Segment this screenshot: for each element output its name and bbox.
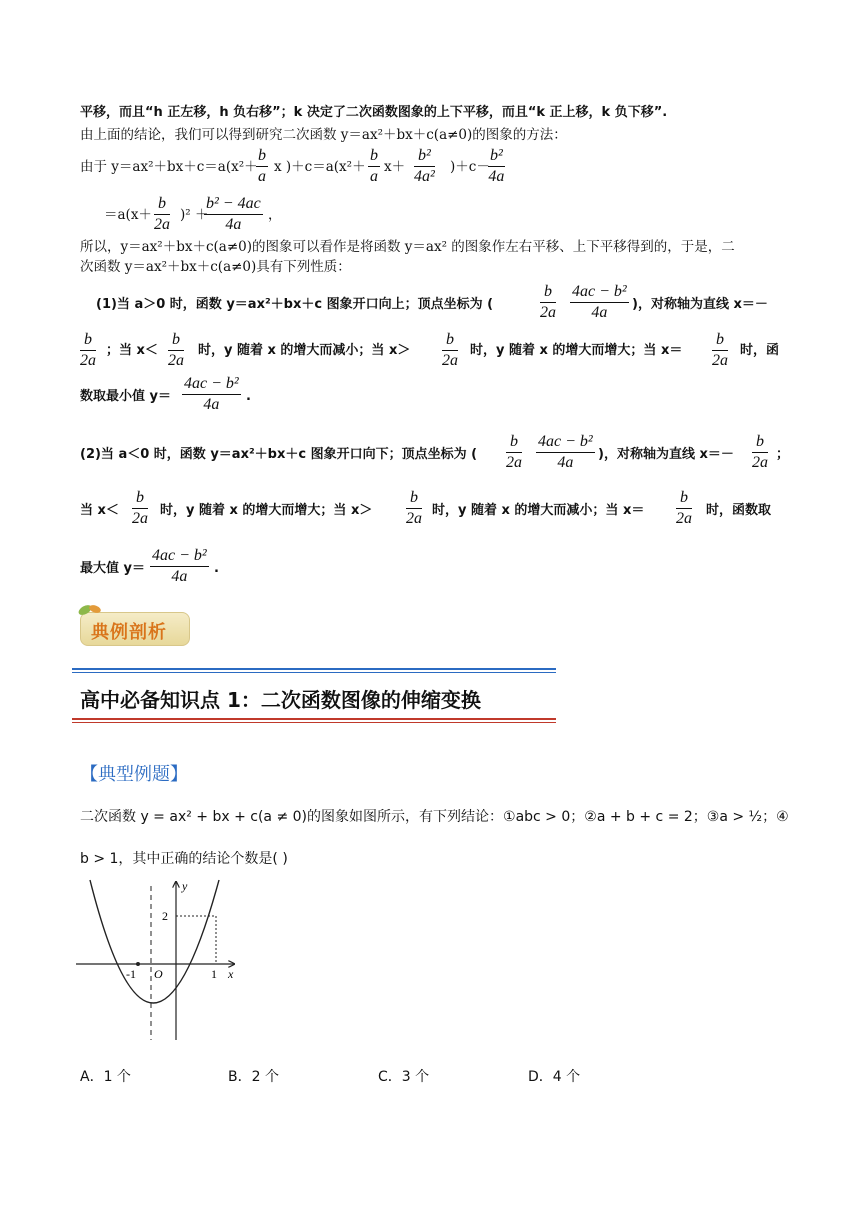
intro-line-2: 由上面的结论，我们可以得到研究二次函数 y＝ax²＋bx＋c(a≠0)的图象的方法： xyxy=(80,127,567,143)
heading-rule-bottom xyxy=(72,718,556,720)
fraction-p2-x-eq: $\frac{b}{2a}$ xyxy=(676,489,692,527)
example-badge xyxy=(80,612,190,646)
property-2-b: )，对称轴为直线 x＝－ xyxy=(598,447,734,462)
property-2-i: . xyxy=(214,561,219,576)
fraction-b2-over-4a: $\frac{\text{b²}}{4a}$ xyxy=(488,147,505,185)
derivation-part: ， xyxy=(268,207,282,223)
property-2-g: 时，函数取 xyxy=(706,503,772,518)
intro-line-1: 平移，而且“h 正左移，h 负右移”；k 决定了二次函数图象的上下平移，而且“k 正上移，k 负下移”. xyxy=(80,105,668,120)
property-1-a: (1)当 a＞0 时，函数 y＝ax²＋bx＋c 图象开口向上；顶点坐标为 ( xyxy=(96,297,494,312)
badge-label: 典例剖析 xyxy=(91,622,167,643)
fraction-min-value: $\frac{\text{4ac − b²}}{4a}$ xyxy=(184,375,239,413)
derivation-part: 由于 y＝ax²＋bx＋c＝a(x²＋ xyxy=(80,159,258,175)
property-2-e: 时，y 随着 x 的增大而增大；当 x＞ xyxy=(160,503,373,518)
fraction-neg-b-2a-2: $\frac{b}{2a}$ xyxy=(168,331,184,369)
option-a[interactable]: A．1 个 xyxy=(80,1069,131,1085)
parabola-curve xyxy=(90,880,219,1003)
property-1-b: )，对称轴为直线 x＝－ xyxy=(632,297,768,312)
fraction-p2-axis: $\frac{b}{2a}$ xyxy=(752,433,768,471)
fraction-b-over-a-2: $\frac{b}{a}$ xyxy=(370,147,378,185)
fraction-b-over-2a: $\frac{b}{2a}$ xyxy=(154,195,170,233)
leaf-icon xyxy=(75,601,105,619)
fraction-neg-b-2a-3: $\frac{b}{2a}$ xyxy=(442,331,458,369)
derivation-part: )＋c－ xyxy=(450,159,490,175)
derivation-line-2: ＝a(x＋ xyxy=(104,207,152,223)
section-heading: 高中必备知识点 1：二次函数图像的伸缩变换 xyxy=(80,688,481,712)
property-1-f: 时，函 xyxy=(740,343,780,358)
example-subheading: 【典型例题】 xyxy=(80,764,188,785)
derivation-part: x＋ xyxy=(384,159,406,175)
property-2-f: 时，y 随着 x 的增大而减小；当 x＝ xyxy=(432,503,645,518)
fraction-4acmb2-4a: $\frac{\text{4ac − b²}}{4a}$ xyxy=(572,283,627,321)
option-c[interactable]: C．3 个 xyxy=(378,1069,430,1085)
x-label: x xyxy=(228,967,234,981)
property-2-h: 最大值 y＝ xyxy=(80,561,146,576)
tick-label-2: 2 xyxy=(162,909,168,923)
property-1-g: 数取最小值 y＝ xyxy=(80,389,172,404)
fraction-p2-neg-b-2a: $\frac{b}{2a}$ xyxy=(506,433,522,471)
fraction-p2-x-lt: $\frac{b}{2a}$ xyxy=(132,489,148,527)
fraction-max-value: $\frac{\text{4ac − b²}}{4a}$ xyxy=(152,547,207,585)
intro-line-5: 所以，y＝ax²＋bx＋c(a≠0)的图象可以看作是将函数 y＝ax² 的图象作左右平移、上下平移得到的，于是，二 xyxy=(80,239,735,255)
derivation-part: x )＋c＝a(x²＋ xyxy=(274,159,366,175)
property-2-a: (2)当 a＜0 时，函数 y＝ax²＋bx＋c 图象开口向下；顶点坐标为 ( xyxy=(80,447,478,462)
property-1-c: ；当 x＜ xyxy=(106,343,158,358)
tick-label-1: 1 xyxy=(211,967,217,981)
tick-point-neg1 xyxy=(136,962,140,966)
intro-line-6: 次函数 y＝ax²＋bx＋c(a≠0)具有下列性质： xyxy=(80,259,351,275)
heading-rule-top-2 xyxy=(72,672,556,673)
tick-label-neg1: -1 xyxy=(126,967,136,981)
derivation-part: )² ＋ xyxy=(180,207,209,223)
fraction-p2-4acmb2: $\frac{\text{4ac − b²}}{4a}$ xyxy=(538,433,593,471)
fraction-p2-x-gt: $\frac{b}{2a}$ xyxy=(406,489,422,527)
fraction-neg-b-2a: $\frac{b}{2a}$ xyxy=(540,283,556,321)
property-2-d: 当 x＜ xyxy=(80,503,119,518)
property-1-h: . xyxy=(246,389,251,404)
option-b[interactable]: B．2 个 xyxy=(228,1069,279,1085)
property-1-e: 时，y 随着 x 的增大而增大；当 x＝ xyxy=(470,343,683,358)
origin-label: O xyxy=(154,967,163,981)
question-line-1: 二次函数 y = ax² + bx + c(a ≠ 0)的图象如图所示，有下列结论：①abc > 0；②a + b + c = 2；③a > ½；④ xyxy=(80,809,789,825)
fraction-b-2a: $\frac{b}{2a}$ xyxy=(80,331,96,369)
option-d[interactable]: D．4 个 xyxy=(528,1069,581,1085)
heading-rule-top xyxy=(72,668,556,670)
y-label: y xyxy=(182,879,188,893)
fraction-b2m4ac-over-4a: $\frac{\text{b² − 4ac}}{4a}$ xyxy=(206,195,261,233)
fraction-b-over-a: $\frac{b}{a}$ xyxy=(258,147,266,185)
heading-rule-bottom-2 xyxy=(72,722,556,723)
fraction-neg-b-2a-4: $\frac{b}{2a}$ xyxy=(712,331,728,369)
question-line-2: b > 1，其中正确的结论个数是( ) xyxy=(80,851,288,867)
fraction-b2-over-4a2: $\frac{\text{b²}}{\text{4a²}}$ xyxy=(414,147,435,185)
parabola-graph xyxy=(74,876,244,1044)
property-2-c: ； xyxy=(776,447,790,462)
derivation-line-1 xyxy=(80,158,258,176)
property-1-d: 时，y 随着 x 的增大而减小；当 x＞ xyxy=(198,343,411,358)
